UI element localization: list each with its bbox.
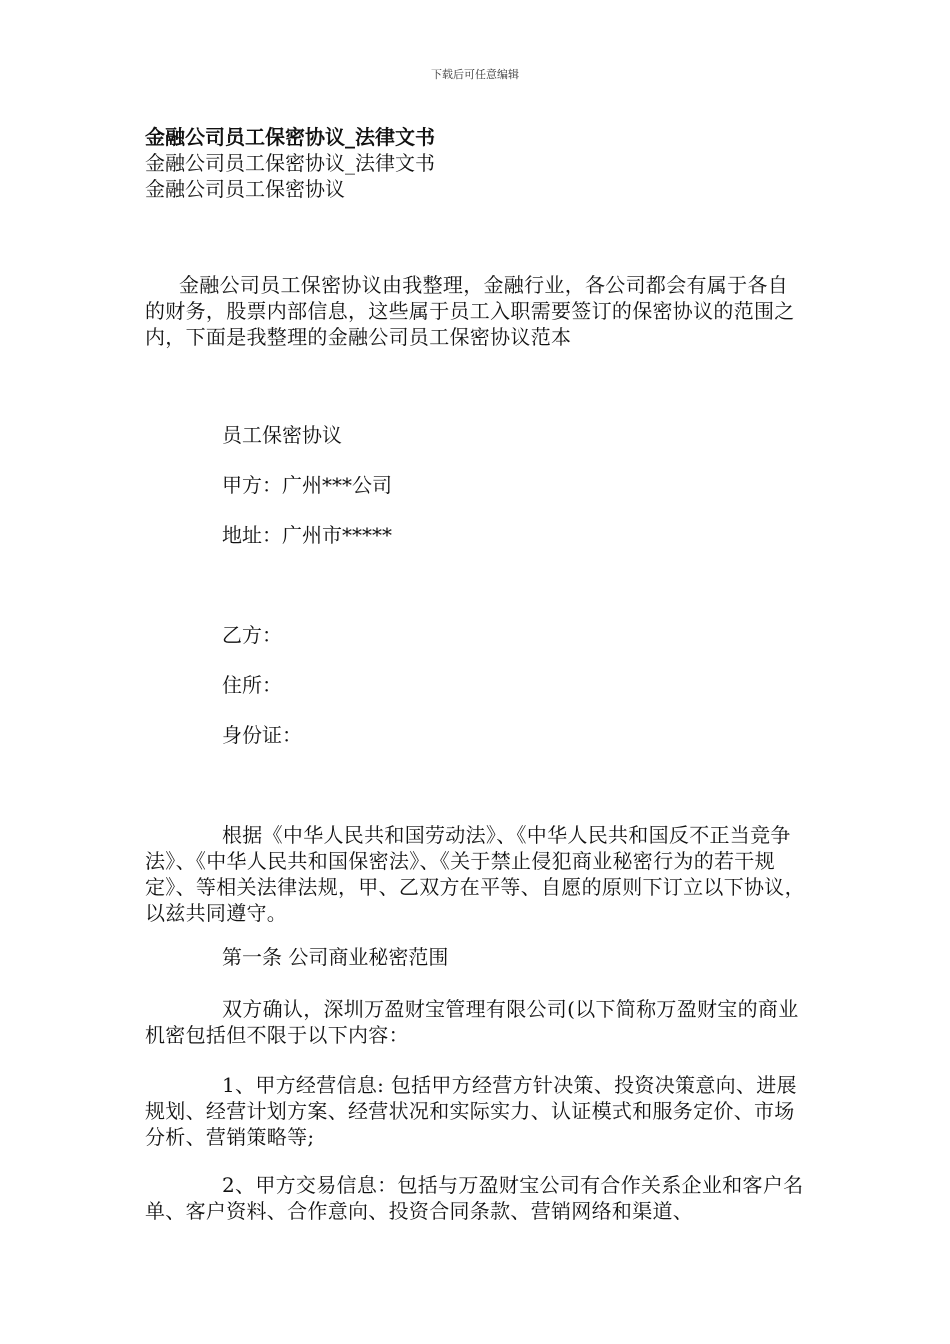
document-subtitle: 金融公司员工保密协议_法律文书 bbox=[145, 151, 435, 175]
intro-paragraph: 金融公司员工保密协议由我整理，金融行业，各公司都会有属于各自的财务，股票内部信息，这些属于员工入职需要签订的保密协议的范围之内，下面是我整理的金融公司员工保密协议范本 bbox=[145, 273, 795, 349]
article1-title: 第一条 公司商业秘密范围 bbox=[222, 945, 449, 969]
basis-paragraph: 根据《中华人民共和国劳动法》、《中华人民共和国反不正当竞争法》、《中华人民共和国保密法》、《关于禁止侵犯商业秘密行为的若干规定》、等相关法律法规，甲、乙双方在平等、自愿的原则下订立以下协议，以兹共同遵守。 bbox=[145, 823, 805, 925]
item2-paragraph: 2、甲方交易信息：包括与万盈财宝公司有合作关系企业和客户名单、客户资料、合作意向、投资合同条款、营销网络和渠道、 bbox=[145, 1173, 804, 1223]
document-title: 金融公司员工保密协议_法律文书 bbox=[145, 125, 435, 149]
item1-paragraph: 1、甲方经营信息: 包括甲方经营方针决策、投资决策意向、进展规划、经营计划方案、经营状况和实际实力、认证模式和服务定价、市场分析、营销策略等; bbox=[145, 1073, 797, 1149]
party-b-line: 乙方： bbox=[222, 623, 282, 647]
agreement-heading: 员工保密协议 bbox=[222, 423, 342, 447]
document-subtitle-short: 金融公司员工保密协议 bbox=[145, 177, 345, 201]
confirm-paragraph: 双方确认，深圳万盈财宝管理有限公司(以下简称万盈财宝的商业机密包括但不限于以下内容： bbox=[145, 997, 799, 1047]
title-block bbox=[145, 124, 805, 202]
header-note: 下载后可任意编辑 bbox=[431, 68, 519, 81]
address-line: 地址：广州市***** bbox=[222, 523, 392, 547]
party-a-line: 甲方：广州***公司 bbox=[222, 473, 392, 497]
residence-line: 住所： bbox=[222, 673, 282, 697]
id-card-line: 身份证： bbox=[222, 723, 302, 747]
